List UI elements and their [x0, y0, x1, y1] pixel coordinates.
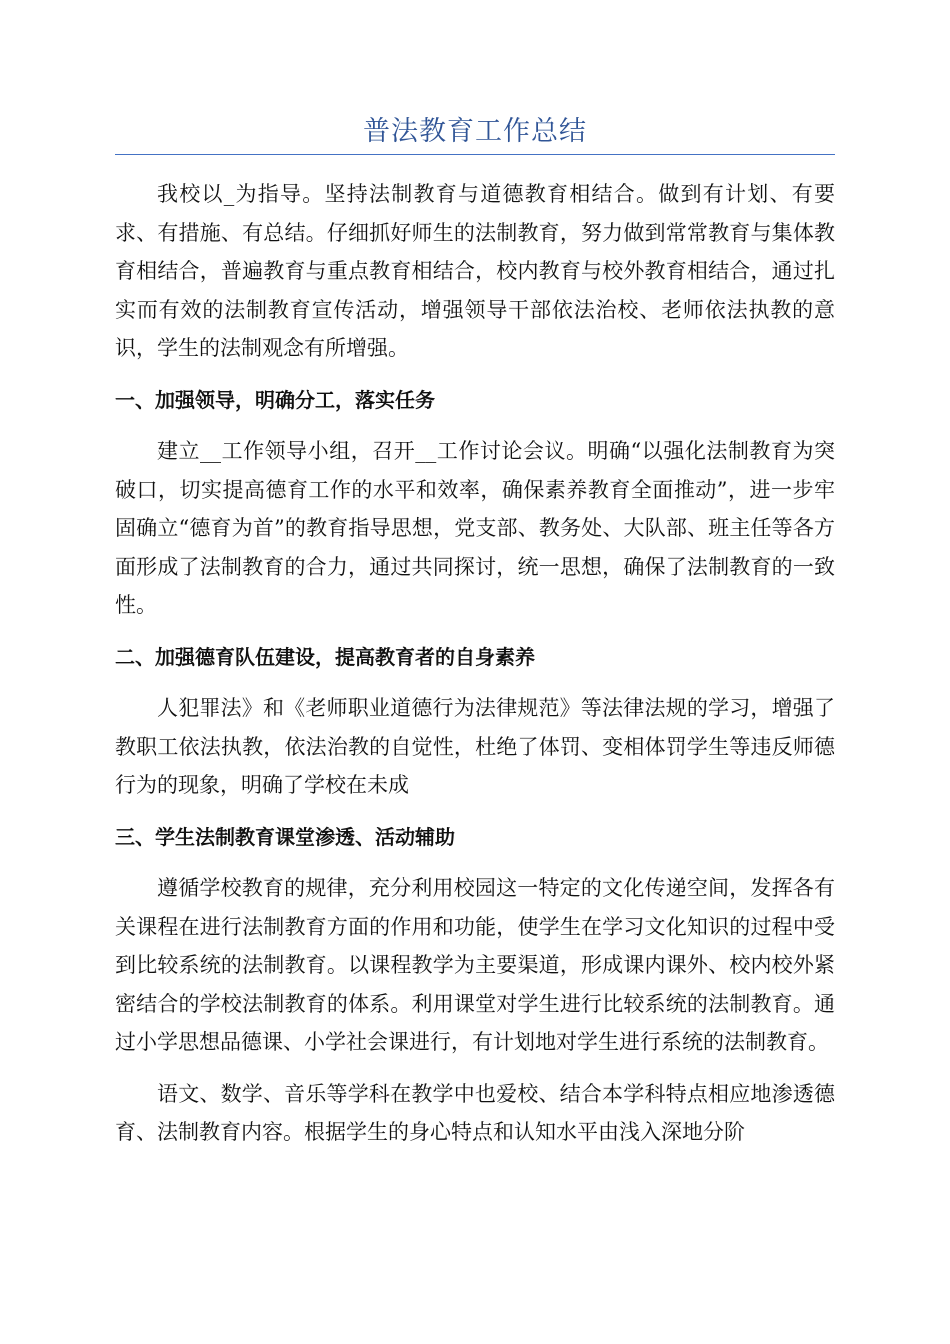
section-2-paragraph: 人犯罪法》和《老师职业道德行为法律规范》等法律法规的学习，增强了教职工依法执教，依法治教的自觉性，杜绝了体罚、变相体罚学生等违反师德行为的现象，明确了学校在未成	[115, 696, 835, 797]
section-3-heading: 三、学生法制教育课堂渗透、活动辅助	[115, 824, 455, 849]
section-1-heading: 一、加强领导，明确分工，落实任务	[115, 387, 435, 412]
document-body	[115, 175, 835, 1165]
title-underline	[115, 154, 835, 155]
section-3-paragraph-1: 遵循学校教育的规律，充分利用校园这一特定的文化传递空间，发挥各有关课程在进行法制教育方面的作用和功能，使学生在学习文化知识的过程中受到比较系统的法制教育。以课程教学为主要渠道，形成课内课外、校内校外紧密结合的学校法制教育的体系。利用课堂对学生进行比较系统的法制教育。通过小学思想品德课、小学社会课进行，有计划地对学生进行系统的法制教育。	[115, 876, 835, 1054]
section-3-paragraph-2: 语文、数学、音乐等学科在教学中也爱校、结合本学科特点相应地渗透德育、法制教育内容。根据学生的身心特点和认知水平由浅入深地分阶	[115, 1081, 835, 1144]
section-1-paragraph: 建立__工作领导小组，召开__工作讨论会议。明确“以强化法制教育为突破口，切实提高德育工作的水平和效率，确保素养教育全面推动”，进一步牢固确立“德育为首”的教育指导思想，党支部、教务处、大队部、班主任等各方面形成了法制教育的合力，通过共同探讨，统一思想，确保了法制教育的一致性。	[115, 439, 835, 617]
document-title: 普法教育工作总结	[363, 116, 587, 147]
intro-paragraph: 我校以_为指导。坚持法制教育与道德教育相结合。做到有计划、有要求、有措施、有总结。仔细抓好师生的法制教育，努力做到常常教育与集体教育相结合，普遍教育与重点教育相结合，校内教育与校外教育相结合，通过扎实而有效的法制教育宣传活动，增强领导干部依法治校、老师依法执教的意识，学生的法制观念有所增强。	[115, 182, 835, 360]
section-2-heading: 二、加强德育队伍建设，提高教育者的自身素养	[115, 644, 535, 669]
